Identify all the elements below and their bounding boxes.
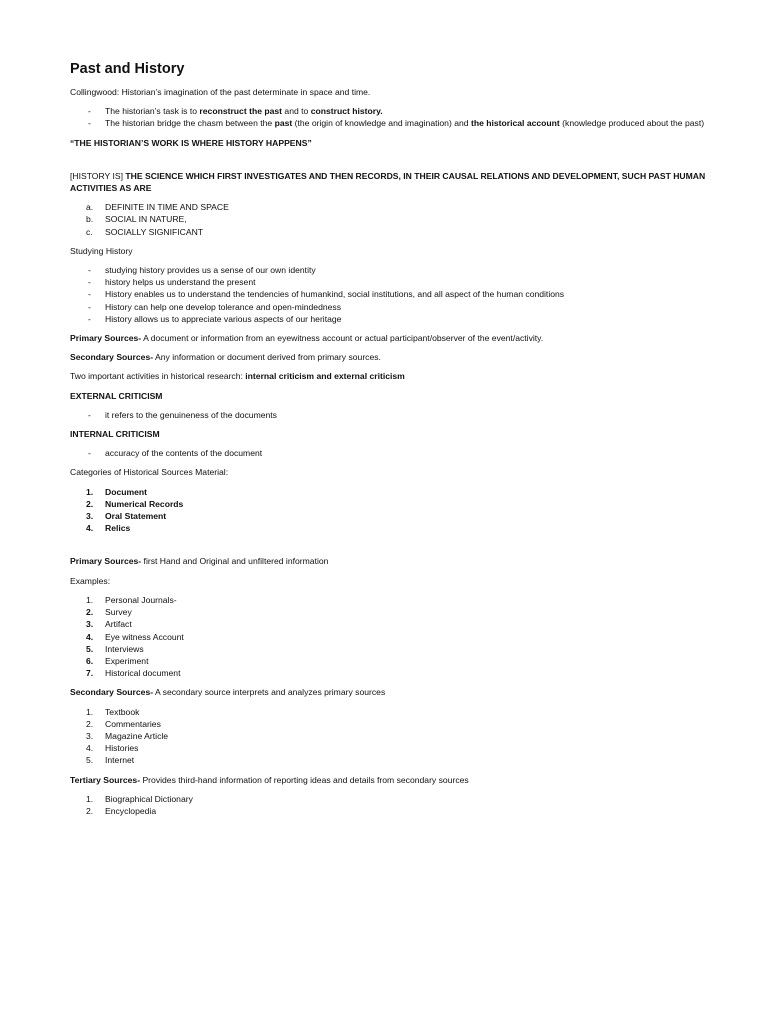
list-marker: b. bbox=[86, 214, 94, 225]
list-marker: 7. bbox=[86, 668, 94, 679]
list-marker: 6. bbox=[86, 655, 94, 666]
text-run: Two important activities in historical research: bbox=[70, 371, 246, 382]
list-item bbox=[70, 201, 710, 213]
list-item-text: Survey bbox=[105, 607, 132, 618]
list-item-text: Interviews bbox=[105, 643, 144, 654]
list-item bbox=[70, 706, 710, 718]
secondary-sources-definition bbox=[70, 351, 710, 363]
text-run: (the origin of knowledge and imagination) and bbox=[292, 118, 471, 129]
list-item-text: Experiment bbox=[105, 655, 149, 666]
dash-marker: - bbox=[88, 106, 91, 117]
list-item-text: Internet bbox=[105, 755, 135, 766]
list-item bbox=[70, 718, 710, 730]
list-item-text: Commentaries bbox=[105, 718, 161, 729]
external-criticism-heading bbox=[70, 390, 710, 402]
studying-heading: Studying History bbox=[70, 245, 133, 256]
list-item bbox=[70, 213, 710, 225]
list-marker: a. bbox=[86, 202, 94, 213]
list-marker: 1. bbox=[86, 793, 94, 804]
list-item-text: DEFINITE IN TIME AND SPACE bbox=[105, 202, 229, 213]
bold-run: Primary Sources- bbox=[70, 333, 142, 344]
bold-run: construct history. bbox=[310, 106, 383, 117]
list-item-text: Biographical Dictionary bbox=[105, 793, 193, 804]
bold-run: Tertiary Sources- bbox=[70, 774, 141, 785]
text-run: first Hand and Original and unfiltered information bbox=[141, 556, 329, 567]
list-item bbox=[70, 276, 710, 288]
text-run: The historian bridge the chasm between the bbox=[105, 118, 275, 129]
internal-criticism-list bbox=[70, 447, 710, 459]
list-item bbox=[70, 510, 710, 522]
examples-heading: Examples: bbox=[70, 575, 111, 586]
list-item bbox=[70, 486, 710, 498]
list-marker: 3. bbox=[86, 511, 94, 522]
heading-text: EXTERNAL CRITICISM bbox=[70, 390, 163, 401]
bold-run: Secondary Sources- bbox=[70, 352, 154, 363]
list-item bbox=[70, 754, 710, 766]
tertiary-sources-line bbox=[70, 774, 710, 786]
list-item bbox=[70, 288, 710, 300]
bold-run: Secondary Sources- bbox=[70, 687, 154, 698]
list-item-text: Histories bbox=[105, 743, 139, 754]
list-marker: 4. bbox=[86, 631, 94, 642]
secondary-sources-line bbox=[70, 686, 710, 698]
list-marker: 3. bbox=[86, 730, 94, 741]
tertiary-sources-list bbox=[70, 793, 710, 817]
dash-marker: - bbox=[88, 265, 91, 276]
list-item bbox=[70, 447, 710, 459]
list-item bbox=[70, 313, 710, 325]
list-marker: 4. bbox=[86, 743, 94, 754]
categories-list bbox=[70, 486, 710, 535]
heading-text: INTERNAL CRITICISM bbox=[70, 429, 160, 440]
list-item-text: history helps us understand the present bbox=[105, 277, 256, 288]
document-page bbox=[70, 60, 710, 824]
dash-marker: - bbox=[88, 289, 91, 300]
list-item-text: History allows us to appreciate various aspects of our heritage bbox=[105, 313, 342, 324]
dash-marker: - bbox=[88, 301, 91, 312]
list-item-text: SOCIALLY SIGNIFICANT bbox=[105, 226, 204, 237]
list-item-text: accuracy of the contents of the document bbox=[105, 448, 263, 459]
list-item-text: studying history provides us a sense of our own identity bbox=[105, 265, 316, 276]
text-run: Any information or document derived from primary sources. bbox=[153, 352, 381, 363]
list-item-text: it refers to the genuineness of the documents bbox=[105, 409, 277, 420]
list-marker: 1. bbox=[86, 486, 94, 497]
dash-marker: - bbox=[88, 277, 91, 288]
dash-marker: - bbox=[88, 409, 91, 420]
collingwood-line: Collingwood: Historian’s imagination of the past determinate in space and time. bbox=[70, 87, 371, 97]
list-item bbox=[70, 631, 710, 643]
list-item bbox=[70, 117, 710, 129]
secondary-sources-list bbox=[70, 706, 710, 767]
list-item-text: Historical document bbox=[105, 668, 181, 679]
external-criticism-list bbox=[70, 409, 710, 421]
list-item-text: Personal Journals- bbox=[105, 594, 177, 605]
dash-marker: - bbox=[88, 313, 91, 324]
list-item bbox=[70, 522, 710, 534]
text-run: and to bbox=[282, 106, 311, 117]
list-marker: 2. bbox=[86, 498, 94, 509]
list-item bbox=[70, 264, 710, 276]
two-activities-line bbox=[70, 370, 710, 382]
list-item bbox=[70, 793, 710, 805]
list-marker: 2. bbox=[86, 805, 94, 816]
list-marker: 3. bbox=[86, 619, 94, 630]
quote-line bbox=[70, 137, 710, 149]
list-item-text: SOCIAL IN NATURE, bbox=[105, 214, 187, 225]
list-item bbox=[70, 594, 710, 606]
dash-marker: - bbox=[88, 118, 91, 129]
examples-list bbox=[70, 594, 710, 679]
text-run: A secondary source interprets and analyzes primary sources bbox=[153, 687, 386, 698]
list-item bbox=[70, 498, 710, 510]
page-title: Past and History bbox=[70, 61, 185, 77]
list-marker: 4. bbox=[86, 523, 94, 534]
quote-text: “THE HISTORIAN’S WORK IS WHERE HISTORY HAPPENS” bbox=[70, 137, 312, 148]
list-item bbox=[70, 667, 710, 679]
list-item-text: Relics bbox=[105, 523, 131, 534]
list-item-text: Oral Statement bbox=[105, 511, 167, 522]
list-item bbox=[70, 409, 710, 421]
list-item bbox=[70, 606, 710, 618]
list-item-text: Artifact bbox=[105, 619, 132, 630]
text-run: (knowledge produced about the past) bbox=[559, 118, 705, 129]
definition-paragraph bbox=[70, 170, 710, 194]
list-item bbox=[70, 742, 710, 754]
primary-sources-line bbox=[70, 555, 710, 567]
list-item-text: History can help one develop tolerance and open-mindedness bbox=[105, 301, 342, 312]
list-marker: 1. bbox=[86, 594, 94, 605]
text-run: A document or information from an eyewitness account or actual participant/observer of the event/activity. bbox=[141, 333, 544, 344]
primary-sources-definition bbox=[70, 332, 710, 344]
studying-list bbox=[70, 264, 710, 325]
internal-criticism-heading bbox=[70, 428, 710, 440]
bold-run: reconstruct the past bbox=[199, 106, 283, 117]
list-marker: c. bbox=[86, 226, 93, 237]
list-marker: 5. bbox=[86, 643, 94, 654]
bold-run: Primary Sources- bbox=[70, 556, 142, 567]
intro-list bbox=[70, 105, 710, 129]
list-marker: 2. bbox=[86, 607, 94, 618]
categories-heading: Categories of Historical Sources Material: bbox=[70, 467, 229, 478]
list-item bbox=[70, 643, 710, 655]
list-marker: 5. bbox=[86, 755, 94, 766]
list-item-text: History enables us to understand the tendencies of humankind, social institutions, and all aspect of the human conditions bbox=[105, 289, 565, 300]
definition-list bbox=[70, 201, 710, 238]
list-item bbox=[70, 301, 710, 313]
text-run: Provides third-hand information of reporting ideas and details from secondary sources bbox=[140, 774, 469, 785]
list-item bbox=[70, 730, 710, 742]
list-item bbox=[70, 105, 710, 117]
list-marker: 1. bbox=[86, 706, 94, 717]
list-marker: 2. bbox=[86, 718, 94, 729]
bold-run: past bbox=[274, 118, 293, 129]
definition-prefix: [HISTORY IS] bbox=[70, 170, 126, 181]
list-item-text: Numerical Records bbox=[105, 498, 184, 509]
list-item-text: Encyclopedia bbox=[105, 805, 157, 816]
list-item bbox=[70, 226, 710, 238]
dash-marker: - bbox=[88, 448, 91, 459]
bold-run: internal criticism and external criticism bbox=[245, 371, 405, 382]
definition-text: THE SCIENCE WHICH FIRST INVESTIGATES AND THEN RECORDS, IN THEIR CAUSAL RELATIONS AND DEVELOPMENT, SUCH PAST HUMAN ACTIVITIES AS ARE bbox=[70, 170, 706, 194]
list-item-text: Magazine Article bbox=[105, 730, 169, 741]
list-item-text: Eye witness Account bbox=[105, 631, 184, 642]
list-item-text: Document bbox=[105, 486, 148, 497]
text-run: The historian’s task is to bbox=[105, 106, 200, 117]
list-item bbox=[70, 655, 710, 667]
list-item bbox=[70, 805, 710, 817]
list-item bbox=[70, 618, 710, 630]
bold-run: the historical account bbox=[470, 118, 560, 129]
list-item-text: Textbook bbox=[105, 706, 140, 717]
